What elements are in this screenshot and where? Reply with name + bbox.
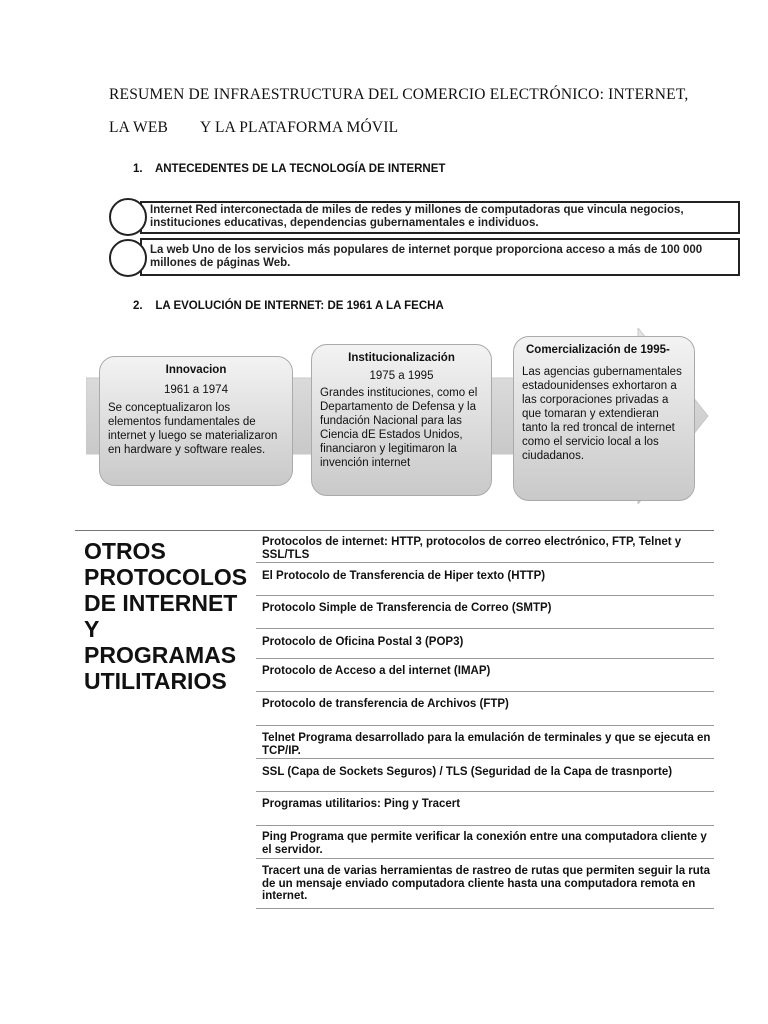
stage-description: Grandes instituciones, como el Departamento de Defensa y la fundación Nacional para las Ciencia dE Estados Unidos, financiaron y legitimaron la invención internet xyxy=(320,387,478,469)
stage-description: Se conceptualizaron los elementos fundamentales de internet y luego se materializaron en hardware y software reales. xyxy=(108,402,278,456)
stage-description: Las agencias gubernamentales estadounidenses exhortaron a las corporaciones privadas a que tomaran y extendieran tanto la red troncal de internet como el servicio local a los ciudadanos. xyxy=(522,366,682,462)
stage-name: Institucionalización xyxy=(348,352,455,364)
row-divider xyxy=(256,595,714,596)
stage-name: Innovacion xyxy=(165,364,227,376)
protocol-row: SSL (Capa de Sockets Seguros) / TLS (Seguridad de la Capa de trasnporte) xyxy=(262,766,673,778)
row-divider xyxy=(256,691,714,692)
row-divider xyxy=(256,628,714,629)
row-divider xyxy=(256,858,714,859)
document-title-line2 xyxy=(109,119,398,137)
section1-heading: 1. ANTECEDENTES DE LA TECNOLOGÍA DE INTERNET xyxy=(133,163,446,175)
protocol-row: Ping Programa que permite verificar la conexión entre una computadora cliente y el servidor. xyxy=(262,831,707,856)
protocols-title-line: DE INTERNET xyxy=(84,590,238,616)
circle-bullet-icon xyxy=(109,198,147,236)
protocol-row: Protocolo de Acceso a del internet (IMAP) xyxy=(262,665,491,677)
protocol-row: El Protocolo de Transferencia de Hiper texto (HTTP) xyxy=(262,570,546,582)
stage-years: 1961 a 1974 xyxy=(164,384,228,396)
definition-text: Internet Red interconectada de miles de redes y millones de computadoras que vincula negocios, instituciones educativas, dependencias gubernamentales e individuos. xyxy=(150,204,684,229)
protocol-row: Protocolos de internet: HTTP, protocolos de correo electrónico, FTP, Telnet y SSL/TLS xyxy=(262,536,682,561)
timeline-stage-innovacion xyxy=(99,356,293,486)
stage-name: Comercialización de 1995- xyxy=(526,344,670,356)
definition-text: La web Uno de los servicios más populares de internet porque proporciona acceso a más de 100 000 millones de páginas Web. xyxy=(150,244,703,269)
title-part-web: LA WEB xyxy=(109,119,169,136)
protocol-row: Protocolo de transferencia de Archivos (FTP) xyxy=(262,698,509,710)
timeline-stage-comercializacion xyxy=(513,336,695,501)
protocols-title-line: UTILITARIOS xyxy=(84,668,227,694)
definition-box-internet xyxy=(140,201,740,234)
row-divider xyxy=(256,825,714,826)
protocol-row: Protocolo Simple de Transferencia de Correo (SMTP) xyxy=(262,602,552,614)
row-divider xyxy=(256,725,714,726)
protocols-title-line: OTROS xyxy=(84,538,166,564)
protocol-row: Protocolo de Oficina Postal 3 (POP3) xyxy=(262,636,464,648)
row-divider xyxy=(256,658,714,659)
protocol-row: Telnet Programa desarrollado para la emulación de terminales y que se ejecuta en TCP/IP. xyxy=(262,732,711,757)
definition-box-web xyxy=(140,238,740,276)
protocols-title xyxy=(84,538,248,694)
row-divider xyxy=(256,758,714,759)
row-divider xyxy=(256,908,714,909)
table-top-border xyxy=(75,530,714,531)
protocol-row: Programas utilitarios: Ping y Tracert xyxy=(262,798,461,810)
row-divider xyxy=(256,791,714,792)
protocols-title-line: PROGRAMAS xyxy=(84,642,237,668)
title-part-platform: Y LA PLATAFORMA MÓVIL xyxy=(200,119,399,136)
timeline-stage-institucionalizacion xyxy=(311,344,492,496)
section2-heading: 2. LA EVOLUCIÓN DE INTERNET: DE 1961 A LA FECHA xyxy=(133,300,444,312)
protocols-title-line: Y xyxy=(84,616,100,642)
document-title-line1: RESUMEN DE INFRAESTRUCTURA DEL COMERCIO ELECTRÓNICO: INTERNET, xyxy=(109,86,689,103)
stage-years: 1975 a 1995 xyxy=(369,370,434,382)
circle-bullet-icon xyxy=(109,239,147,277)
protocols-title-line: PROTOCOLOS xyxy=(84,564,248,590)
row-divider xyxy=(256,562,714,563)
protocol-row: Tracert una de varias herramientas de rastreo de rutas que permiten seguir la ruta de un mensaje enviado computadora cliente hasta una computadora remota en internet. xyxy=(262,865,711,902)
